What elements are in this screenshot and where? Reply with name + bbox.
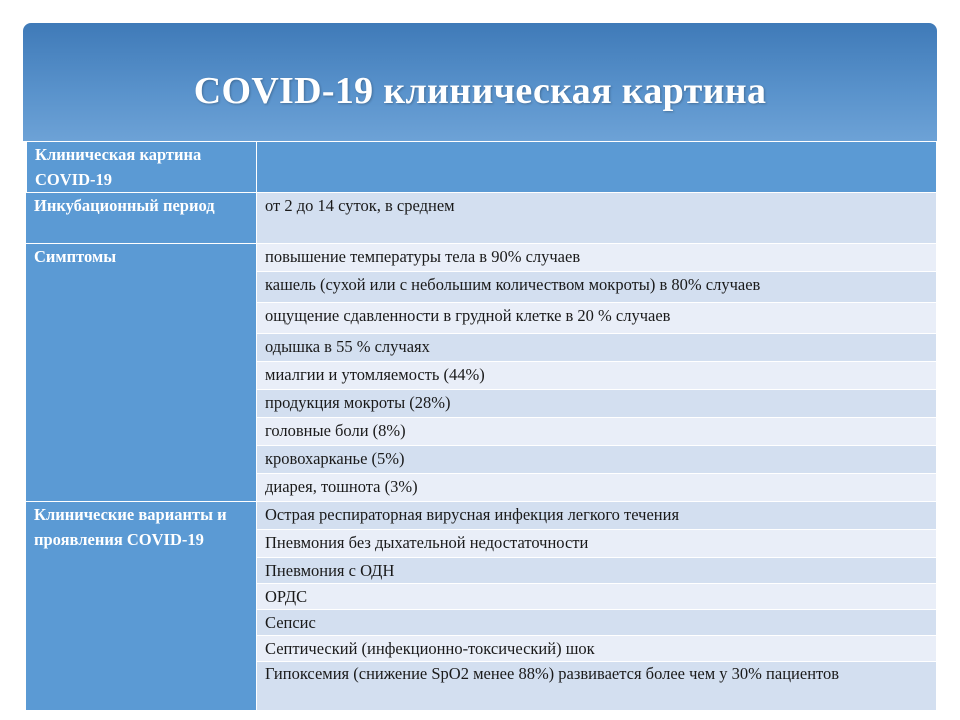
symptom-cell: повышение температуры тела в 90% случаев bbox=[257, 244, 937, 272]
symptom-cell: кровохарканье (5%) bbox=[257, 446, 937, 474]
symptom-cell: ощущение сдавленности в грудной клетке в 20 % случаев bbox=[257, 303, 937, 334]
clinical-table bbox=[24, 141, 937, 711]
table-row bbox=[26, 502, 937, 530]
table-header-row bbox=[26, 142, 937, 193]
variant-cell: ОРДС bbox=[257, 584, 937, 610]
symptom-cell: диарея, тошнота (3%) bbox=[257, 474, 937, 502]
table-row bbox=[26, 244, 937, 272]
incubation-category-cell: Инкубационный период bbox=[26, 193, 257, 244]
variant-cell: Пневмония без дыхательной недостаточности bbox=[257, 530, 937, 558]
header-category-cell: Клиническая картина COVID-19 bbox=[26, 142, 257, 193]
symptom-cell: головные боли (8%) bbox=[257, 418, 937, 446]
variant-cell: Сепсис bbox=[257, 610, 937, 636]
symptom-cell: кашель (сухой или с небольшим количеством мокроты) в 80% случаев bbox=[257, 272, 937, 303]
variant-cell: Пневмония с ОДН bbox=[257, 558, 937, 584]
incubation-value-cell: от 2 до 14 суток, в среднем bbox=[257, 193, 937, 244]
symptoms-category-cell: Симптомы bbox=[26, 244, 257, 502]
slide-header bbox=[23, 23, 937, 141]
header-value-cell bbox=[257, 142, 937, 193]
variants-category-cell: Клинические варианты и проявления COVID-19 bbox=[26, 502, 257, 711]
variant-cell: Гипоксемия (снижение SpO2 менее 88%) развивается более чем у 30% пациентов bbox=[257, 662, 937, 711]
variant-cell: Острая респираторная вирусная инфекция легкого течения bbox=[257, 502, 937, 530]
slide-title: COVID-19 клиническая картина bbox=[193, 70, 767, 112]
table-row bbox=[26, 193, 937, 244]
symptom-cell: миалгии и утомляемость (44%) bbox=[257, 362, 937, 390]
symptom-cell: продукция мокроты (28%) bbox=[257, 390, 937, 418]
variant-cell: Септический (инфекционно-токсический) шок bbox=[257, 636, 937, 662]
symptom-cell: одышка в 55 % случаях bbox=[257, 334, 937, 362]
